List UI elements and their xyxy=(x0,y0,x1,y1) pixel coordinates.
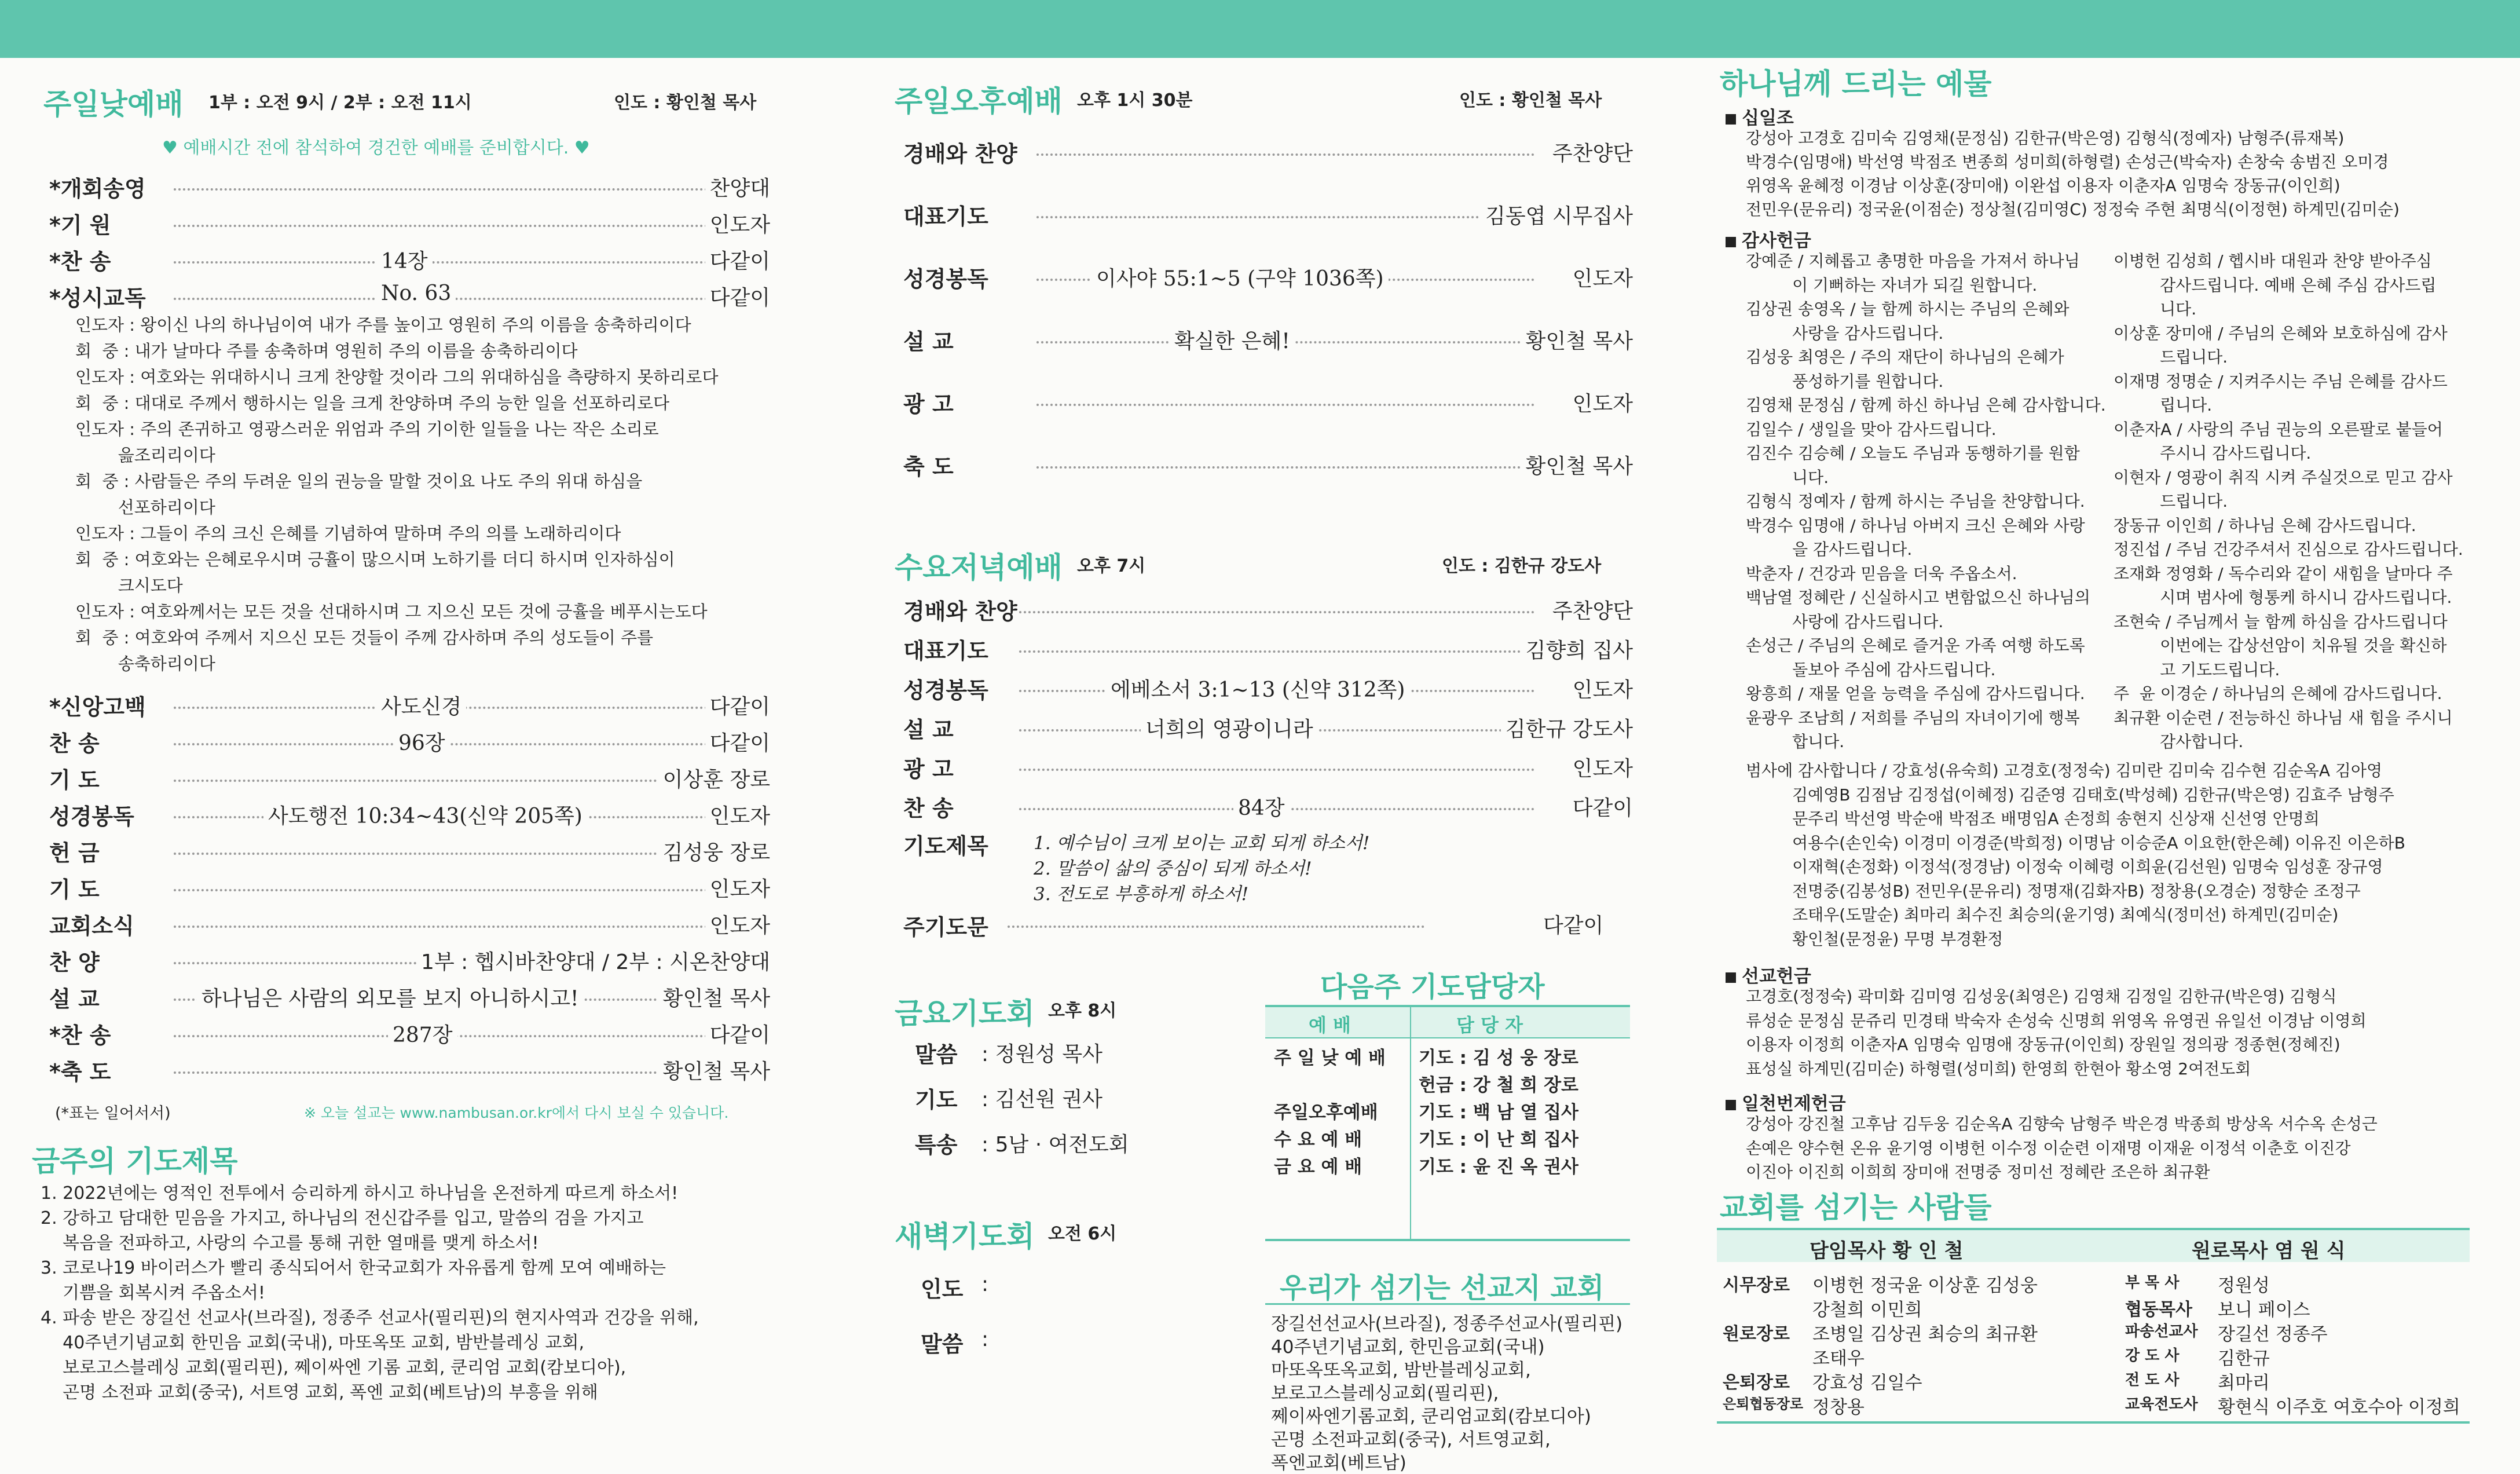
friday-role: 기도 xyxy=(915,1087,958,1113)
afternoon-leader: 인도 : 황인철 목사 xyxy=(1459,90,1602,111)
thanks-left-line: 김영채 문정심 / 함께 하신 하나님 은혜 감사합니다. xyxy=(1746,396,2106,415)
next-week-person: 기도 : 이 난 희 집사 xyxy=(1419,1129,1578,1150)
order-leader-dots xyxy=(1036,404,1534,406)
afternoon-time: 오후 1시 30분 xyxy=(1077,90,1193,111)
next-week-table xyxy=(1265,1005,1630,1241)
thanks-general-line: 전명중(김봉성B) 전민우(문유리) 정명재(김화자B) 정창용(오경순) 정향순 조정구 xyxy=(1746,881,2361,901)
order-who: 김성웅 장로 xyxy=(658,836,770,866)
top-banner xyxy=(0,0,2520,58)
friday-person: : 김선원 권사 xyxy=(981,1088,1102,1111)
missions-title: 우리가 섬기는 선교지 교회 xyxy=(1280,1272,1605,1304)
next-week-service: 수 요 예 배 xyxy=(1274,1129,1362,1150)
order-who: 인도자 xyxy=(705,873,770,902)
staff-names: 김한규 xyxy=(2218,1348,2270,1369)
week-prayer-line: 2. 강하고 담대한 믿음을 가지고, 하나님의 전신갑주를 입고, 말씀의 검을 가지고 xyxy=(41,1208,644,1228)
order-content: 이사야 55:1~5 (구약 1036쪽) xyxy=(1091,262,1389,292)
thanks-right-line: 조현숙 / 주님께서 늘 함께 하심을 감사드립니다 xyxy=(2114,612,2448,631)
responsive-line: 선포하리이다 xyxy=(75,498,215,517)
order-content: 사도행전 10:34~43(신약 205쪽) xyxy=(263,800,587,829)
mission-offer-line: 류성순 문정심 문쥬리 민경태 박숙자 손성숙 신명희 위영옥 유영권 유일선 이경남 이영희 xyxy=(1746,1011,2367,1030)
thanks-left-line: 을 감사드립니다. xyxy=(1746,540,1913,559)
dawn-role: 인도 xyxy=(921,1277,964,1302)
order-label: 설 교 xyxy=(49,986,100,1012)
order-leader-dots xyxy=(174,889,759,891)
tithe-head: 십일조 xyxy=(1726,103,1794,129)
order-leader-dots xyxy=(174,298,759,300)
next-week-service: 주 일 낮 예 배 xyxy=(1274,1048,1386,1069)
order-who: 다같이 xyxy=(705,245,770,275)
thanks-left-line: 김상권 송영옥 / 늘 함께 하시는 주님의 은혜와 xyxy=(1746,299,2070,319)
order-who: 인도자 xyxy=(1568,752,1633,782)
order-content: 너희의 영광이니라 xyxy=(1141,713,1318,743)
thanks-left-line: 백남열 정혜란 / 신실하시고 변함없으신 하나님의 xyxy=(1746,588,2090,607)
thanks-right-line: 고 기도드립니다. xyxy=(2114,660,2280,679)
order-leader-dots xyxy=(1019,650,1534,653)
mission-church: 쩨이싸엔기롬교회, 쿤리엄교회(캄보디아) xyxy=(1271,1406,1591,1427)
order-content: 사도신경 xyxy=(376,690,466,720)
order-content: 하나님은 사람의 외모를 보지 아니하시고! xyxy=(197,982,583,1012)
thanks-general-line: 조태우(도말순) 최마리 최수진 최승의(윤기영) 최예식(정미선) 하계민(김미순) xyxy=(1746,905,2339,924)
thanks-left-line: 왕흥희 / 재물 얻을 능력을 주심에 감사드립니다. xyxy=(1746,684,2085,703)
thanks-right-line: 드립니다. xyxy=(2114,492,2228,511)
wednesday-title: 수요저녁예배 xyxy=(895,551,1063,584)
thanks-left-line: 사랑에 감사드립니다. xyxy=(1746,612,1944,631)
order-label: 찬 송 xyxy=(903,796,954,821)
staff-role: 협동목사 xyxy=(2125,1300,2192,1320)
thanks-right-line: 립니다. xyxy=(2114,396,2213,415)
thanks-left-line: 김형식 정예자 / 함께 하시는 주님을 찬양합니다. xyxy=(1746,492,2085,511)
thanks-right-line: 주 윤 이경순 / 하나님의 은혜에 감사드립니다. xyxy=(2114,684,2442,703)
staff-names: 조태우 xyxy=(1812,1348,1865,1369)
dawn-person: : xyxy=(981,1327,989,1351)
wednesday-prayer-item: 3. 전도로 부흥하게 하소서! xyxy=(1034,884,1249,905)
friday-person: : 5남 · 여전도회 xyxy=(981,1133,1129,1157)
thanks-right-line: 드립니다. xyxy=(2114,348,2228,367)
mission-offer-line: 이용자 이정희 이춘자A 임명숙 임명애 장동규(이인희) 장원일 정의광 정종현(정혜진) xyxy=(1746,1035,2340,1054)
thanks-right-line: 이춘자A / 사랑의 주님 권능의 오른팔로 붙들어 xyxy=(2114,419,2443,439)
order-content: 확실한 은혜! xyxy=(1170,325,1295,354)
week-prayer-line: 40주년기념교회 한민음 교회(국내), 마또옥또 교회, 밤반블레싱 교회, xyxy=(41,1333,585,1353)
responsive-line: 회 중 : 대대로 주께서 행하시는 일을 크게 찬양하며 주의 능한 일을 선포하리로다 xyxy=(75,393,670,413)
thanks-general-line: 황인철(문정윤) 무명 부경환정 xyxy=(1746,929,2003,949)
staff-role: 강 도 사 xyxy=(2125,1347,2180,1365)
sunday-times: 1부 : 오전 9시 / 2부 : 오전 11시 xyxy=(208,93,472,113)
order-who: 황인철 목사 xyxy=(1521,450,1633,480)
dawn-person: : xyxy=(981,1272,989,1296)
week-prayer-title: 금주의 기도제목 xyxy=(32,1144,238,1178)
order-label: 광 고 xyxy=(903,392,954,417)
order-label: 찬 송 xyxy=(49,731,100,756)
order-who: 황인철 목사 xyxy=(658,1055,770,1085)
thanks-left-line: 풍성하기를 원합니다. xyxy=(1746,371,1944,391)
next-week-person: 헌금 : 강 철 희 장로 xyxy=(1419,1075,1578,1096)
footnote-website: ※ 오늘 설교는 www.nambusan.or.kr에서 다시 보실 수 있습니다. xyxy=(304,1104,729,1121)
thanks-right-line: 주시니 감사드립니다. xyxy=(2114,444,2312,463)
responsive-line: 회 중 : 사람들은 주의 두려운 일의 권능을 말할 것이요 나도 주의 위대 하심을 xyxy=(75,471,643,491)
sunday-notice: ♥ 예배시간 전에 참석하여 경건한 예배를 준비합시다. ♥ xyxy=(162,138,590,158)
responsive-line: 인도자 : 여호와께서는 모든 것을 선대하시며 그 지으신 모든 것에 긍휼을 베푸시는도다 xyxy=(75,602,708,621)
order-who: 김한규 강도사 xyxy=(1501,713,1633,743)
column-right xyxy=(1708,58,2519,1436)
order-label: 기 도 xyxy=(49,767,100,793)
week-prayer-line: 복음을 전파하고, 사랑의 수고를 통해 귀한 열매를 맺게 하소서! xyxy=(41,1233,539,1253)
thanks-right-line: 니다. xyxy=(2114,299,2197,319)
responsive-line: 인도자 : 주의 존귀하고 영광스러운 위엄과 주의 기이한 일들을 나는 작은 소리로 xyxy=(75,419,659,439)
order-leader-dots xyxy=(1036,153,1534,156)
week-offer-line: 이진아 이진희 이희희 장미애 전명중 정미선 정혜란 조은하 최규환 xyxy=(1746,1162,2210,1182)
column-middle xyxy=(828,58,1668,1473)
sunday-leader: 인도 : 황인철 목사 xyxy=(614,93,757,113)
wednesday-leader: 인도 : 김한규 강도사 xyxy=(1442,556,1602,576)
order-leader-dots xyxy=(1036,466,1534,469)
next-week-head-service: 예 배 xyxy=(1309,1014,1351,1036)
responsive-line: 회 중 : 여호와는 은혜로우시며 긍휼이 많으시며 노하기를 더디 하시며 인자하심이 xyxy=(75,550,675,569)
staff-role: 전 도 사 xyxy=(2125,1371,2180,1389)
friday-role: 말씀 xyxy=(915,1042,958,1067)
next-week-person: 기도 : 윤 진 옥 권사 xyxy=(1419,1157,1578,1177)
order-who: 인도자 xyxy=(1568,262,1633,292)
thanks-right-line: 감사드립니다. 예배 은혜 주심 감사드립 xyxy=(2114,275,2437,295)
order-who: 인도자 xyxy=(705,909,770,939)
thanks-right-line: 최규환 이순련 / 전능하신 하나님 새 힘을 주시니 xyxy=(2114,708,2453,727)
order-label: 경배와 찬양 xyxy=(903,141,1017,167)
staff-names: 정원성 xyxy=(2218,1275,2270,1296)
order-label: 성경봉독 xyxy=(903,678,988,703)
staff-names: 장길선 정종주 xyxy=(2218,1324,2328,1345)
week-prayer-line: 4. 파송 받은 장길선 선교사(브라질), 정종주 선교사(필리핀)의 현지사역과 건강을 위해, xyxy=(41,1308,699,1328)
mission-church: 곤명 소전파교회(중국), 서트영교회, xyxy=(1271,1429,1551,1450)
mission-church: 마또옥또옥교회, 밤반블레싱교회, xyxy=(1271,1360,1531,1381)
friday-title: 금요기도회 xyxy=(895,997,1035,1030)
order-who: 다같이 xyxy=(705,1019,770,1048)
order-who: 인도자 xyxy=(1568,674,1633,703)
order-leader-dots xyxy=(174,188,759,191)
thanks-left-line: 김진수 김승혜 / 오늘도 주님과 동행하기를 원함 xyxy=(1746,444,2080,463)
order-label: 설 교 xyxy=(903,717,954,743)
order-who: 다같이 xyxy=(1568,792,1633,821)
order-label: *축 도 xyxy=(49,1059,111,1085)
responsive-line: 회 중 : 내가 날마다 주를 송축하며 영원히 주의 이름을 송축하리이다 xyxy=(75,341,578,361)
wednesday-prayer-item: 1. 예수님이 크게 보이는 교회 되게 하소서! xyxy=(1034,833,1370,854)
order-who: 다같이 xyxy=(705,727,770,756)
thanks-right-line: 이병헌 김성희 / 헵시바 대원과 찬양 받아주심 xyxy=(2114,251,2432,270)
order-label: 광 고 xyxy=(903,756,954,782)
staff-names: 이병헌 정국윤 이상훈 김성웅 xyxy=(1812,1275,2038,1296)
staff-role: 은퇴장로 xyxy=(1723,1373,1790,1393)
staff-names: 정창용 xyxy=(1812,1397,1865,1418)
staff-names: 황현식 이주호 여호수아 이정희 xyxy=(2218,1397,2460,1418)
responsive-line: 회 중 : 여호와여 주께서 지으신 모든 것들이 주께 감사하며 주의 성도들이 주를 xyxy=(75,628,654,648)
order-content: No. 63 xyxy=(376,281,456,305)
order-leader-dots xyxy=(1019,769,1534,771)
thanks-general-line: 여용수(손인숙) 이경미 이경준(박희정) 이명남 이승준A 이요한(한은혜) 이유진 이은하B xyxy=(1746,833,2405,853)
order-label: 성경봉독 xyxy=(903,266,988,292)
order-who: 인도자 xyxy=(1568,387,1633,417)
order-who: 주찬양단 xyxy=(1548,137,1633,167)
order-leader-dots xyxy=(174,261,759,264)
senior-pastor: 담임목사 황 인 철 xyxy=(1810,1239,1964,1263)
friday-time: 오후 8시 xyxy=(1048,1001,1117,1021)
order-label: 교회소식 xyxy=(49,913,134,939)
tithe-line: 위영옥 윤혜정 이경남 이상훈(장미애) 이완섭 이용자 이춘자A 임명숙 장동규(이인희) xyxy=(1746,176,2340,195)
lords-prayer-label: 주기도문 xyxy=(903,915,988,940)
order-label: *성시교독 xyxy=(49,286,146,311)
staff-role: 원로장로 xyxy=(1723,1324,1790,1344)
staff-names: 강효성 김일수 xyxy=(1812,1373,1922,1393)
order-label: 대표기도 xyxy=(903,638,988,664)
emeritus-pastor: 원로목사 염 원 식 xyxy=(2192,1239,2346,1263)
order-label: *찬 송 xyxy=(49,1023,111,1048)
order-content: 287장 xyxy=(388,1019,457,1048)
order-leader-dots xyxy=(174,926,759,928)
offerings-title: 하나님께 드리는 예물 xyxy=(1720,67,1992,101)
staff-role: 시무장로 xyxy=(1723,1275,1790,1296)
week-prayer-line: 1. 2022년에는 영적인 전투에서 승리하게 하시고 하나님을 온전하게 따르게 하소서! xyxy=(41,1183,679,1204)
thanks-left-line: 강예준 / 지혜롭고 총명한 마음을 가져서 하나님 xyxy=(1746,251,2080,270)
tithe-line: 강성아 고경호 김미숙 김영채(문정심) 김한규(박은영) 김형식(정예자) 남형주(류재복) xyxy=(1746,129,2345,148)
responsive-line: 송축하리이다 xyxy=(75,654,215,674)
order-content: 14장 xyxy=(376,245,433,275)
responsive-line: 인도자 : 왕이신 나의 하나님이여 내가 주를 높이고 영원히 주의 이름을 송축하리이다 xyxy=(75,315,691,335)
thanks-right-line: 이재명 정명순 / 지켜주시는 주님 은혜를 감사드 xyxy=(2114,371,2448,391)
staff-names: 조병일 김상권 최승의 최규환 xyxy=(1812,1324,2038,1345)
next-week-head-person: 담 당 자 xyxy=(1456,1014,1523,1036)
dawn-role: 말씀 xyxy=(921,1332,964,1357)
thanks-right-line: 정진섭 / 주님 건강주셔서 진심으로 감사드립니다. xyxy=(2114,540,2463,559)
order-label: 대표기도 xyxy=(903,204,988,229)
order-who: 김동엽 시무집사 xyxy=(1481,200,1633,229)
order-label: *개회송영 xyxy=(49,176,146,202)
friday-role: 특송 xyxy=(915,1132,958,1158)
order-label: 경배와 찬양 xyxy=(903,599,1017,624)
responsive-line: 인도자 : 여호와는 위대하시니 크게 찬양할 것이라 그의 위대하심을 측량하지 못하리로다 xyxy=(75,367,719,387)
next-week-service: 금 요 예 배 xyxy=(1274,1157,1362,1177)
thanks-left-line: 니다. xyxy=(1746,467,1829,487)
thanks-general-line: 범사에 감사합니다 / 강효성(유숙희) 고경호(정정숙) 김미란 김미숙 김수현 김순옥A 김아영 xyxy=(1746,761,2383,780)
mission-offer-line: 표성실 하계민(김미순) 하형렬(성미희) 한영희 한현아 황소영 2여전도회 xyxy=(1746,1059,2251,1078)
order-who: 다같이 xyxy=(705,690,770,720)
staff-names: 최마리 xyxy=(2218,1373,2270,1393)
order-label: *찬 송 xyxy=(49,249,111,275)
responsive-line: 인도자 : 그들이 주의 크신 은혜를 기념하여 말하며 주의 의를 노래하리이다 xyxy=(75,524,621,543)
week-prayer-line: 기쁨을 회복시켜 주옵소서! xyxy=(41,1283,266,1303)
order-who: 1부 : 헵시바찬양대 / 2부 : 시온찬양대 xyxy=(416,946,770,975)
next-week-service: 주일오후예배 xyxy=(1274,1102,1378,1123)
mission-church: 보로고스블레싱교회(필리핀), xyxy=(1271,1383,1499,1404)
mission-church: 폭엔교회(베트남) xyxy=(1271,1453,1406,1473)
responsive-line: 크시도다 xyxy=(75,576,183,595)
order-who: 이상훈 장로 xyxy=(658,763,770,793)
wednesday-prayer-item: 2. 말씀이 삶의 중심이 되게 하소서! xyxy=(1034,858,1312,879)
order-label: 설 교 xyxy=(903,329,954,354)
thanks-general-line: 이재혁(손정화) 이정석(정경남) 이정숙 이혜령 이희윤(김선원) 임명숙 임성훈 장규영 xyxy=(1746,857,2383,876)
thanks-left-line: 김성웅 최영은 / 주의 재단이 하나님의 은혜가 xyxy=(1746,348,2064,367)
staff-role: 은퇴협동장로 xyxy=(1723,1396,1804,1412)
tithe-line: 전민우(문유리) 정국윤(이점순) 정상철(김미영C) 정정숙 주현 최명식(이정현) 하계민(김미순) xyxy=(1746,200,2400,219)
order-content: 84장 xyxy=(1233,792,1290,821)
dawn-title: 새벽기도회 xyxy=(895,1220,1035,1253)
staff-role: 부 목 사 xyxy=(2125,1274,2180,1292)
order-who: 황인철 목사 xyxy=(658,982,770,1012)
thanks-right-line: 장동규 이인희 / 하나님 은혜 감사드립니다. xyxy=(2114,515,2416,535)
next-week-person: 기도 : 김 성 웅 장로 xyxy=(1419,1048,1578,1069)
wednesday-prayer-label: 기도제목 xyxy=(903,833,988,859)
thanks-head: 감사헌금 xyxy=(1726,226,1811,252)
thanks-right-line: 조재화 정영화 / 독수리와 같이 새힘을 날마다 주 xyxy=(2114,564,2453,583)
thanks-left-line: 사랑을 감사드립니다. xyxy=(1746,323,1944,343)
order-content: 96장 xyxy=(394,727,450,756)
column-left xyxy=(0,58,805,1436)
thanks-general-line: 문주리 박선영 박순애 박점조 배명임A 손정희 송현지 신상재 신선영 안명희 xyxy=(1746,809,2320,828)
mission-offer-line: 고경호(정정숙) 곽미화 김미영 김성웅(최영은) 김영채 김정일 김한규(박은영) 김형식 xyxy=(1746,987,2337,1006)
staff-names: 강철희 이민희 xyxy=(1812,1300,1922,1321)
dawn-time: 오전 6시 xyxy=(1048,1224,1117,1244)
order-who: 인도자 xyxy=(705,209,770,238)
order-leader-dots xyxy=(174,743,759,745)
thanks-right-line: 이상훈 장미애 / 주님의 은혜와 보호하심에 감사 xyxy=(2114,323,2448,343)
staff-table xyxy=(1717,1228,2470,1424)
order-who: 다같이 xyxy=(705,281,770,311)
order-who: 찬양대 xyxy=(705,172,770,202)
responsive-line: 읊조리리이다 xyxy=(75,445,215,465)
order-who: 황인철 목사 xyxy=(1521,325,1633,354)
order-label: *기 원 xyxy=(49,213,111,238)
thanks-left-line: 돌보아 주심에 감사드립니다. xyxy=(1746,660,1996,679)
staff-names: 보니 페이스 xyxy=(2218,1300,2310,1321)
order-label: 축 도 xyxy=(903,454,954,480)
order-who: 김향희 집사 xyxy=(1521,634,1633,664)
order-who: 주찬양단 xyxy=(1548,595,1633,624)
order-leader-dots xyxy=(1019,611,1534,613)
next-week-person: 기도 : 백 남 열 집사 xyxy=(1419,1102,1578,1123)
order-leader-dots xyxy=(174,1035,759,1037)
mission-church: 장길선선교사(브라질), 정종주선교사(필리핀) xyxy=(1271,1314,1623,1334)
order-leader-dots xyxy=(1036,216,1534,218)
thanks-left-line: 손성근 / 주님의 은혜로 즐거운 가족 여행 하도록 xyxy=(1746,636,2085,655)
order-label: 헌 금 xyxy=(49,840,100,866)
order-who: 인도자 xyxy=(705,800,770,829)
week-prayer-line: 보로고스블레싱 교회(필리핀), 쩨이싸엔 기롬 교회, 쿤리엄 교회(캄보디아), xyxy=(41,1358,627,1378)
thanks-right-line: 시며 범사에 형통케 하시니 감사드립니다. xyxy=(2114,588,2452,607)
order-label: 기 도 xyxy=(49,877,100,902)
next-week-title: 다음주 기도담당자 xyxy=(1320,971,1545,1003)
mission-head: 선교헌금 xyxy=(1726,961,1811,987)
thanks-left-line: 윤광우 조남희 / 저희를 주님의 자녀이기에 행복 xyxy=(1746,708,2080,727)
afternoon-title: 주일오후예배 xyxy=(895,85,1063,118)
staff-title: 교회를 섬기는 사람들 xyxy=(1720,1191,1992,1224)
thanks-left-line: 박춘자 / 건강과 믿음을 더욱 주옵소서. xyxy=(1746,564,2017,583)
thanks-left-line: 김일수 / 생일을 맞아 감사드립니다. xyxy=(1746,419,1997,439)
wednesday-time: 오후 7시 xyxy=(1077,556,1146,576)
order-label: 찬 양 xyxy=(49,950,100,975)
order-leader-dots xyxy=(174,225,759,227)
lords-prayer-who: 다같이 xyxy=(1543,914,1604,938)
order-label: *신앙고백 xyxy=(49,694,146,720)
staff-role: 파송선교사 xyxy=(2125,1323,2198,1340)
sunday-title: 주일낮예배 xyxy=(43,87,184,121)
footnote-standing: (*표는 일어서서) xyxy=(55,1104,171,1122)
tithe-line: 박경수(임명애) 박선영 박점조 변종희 성미희(하형렬) 손성근(박숙자) 손창숙 송범진 오미경 xyxy=(1746,152,2389,171)
thanks-left-line: 박경수 임명애 / 하나님 아버지 크신 은혜와 사랑 xyxy=(1746,515,2085,535)
staff-role: 교육전도사 xyxy=(2125,1396,2198,1413)
mission-church: 40주년기념교회, 한민음교회(국내) xyxy=(1271,1337,1545,1358)
friday-person: : 정원성 목사 xyxy=(981,1043,1102,1066)
week-offer-line: 강성아 강진철 고후남 김두웅 김순옥A 김향숙 남형주 박은경 박종희 방상옥 서수옥 손성근 xyxy=(1746,1114,2378,1133)
week-offer-head: 일천번제헌금 xyxy=(1726,1089,1846,1115)
week-prayer-line: 곤명 소전파 교회(중국), 서트영 교회, 폭엔 교회(베트남)의 부흥을 위해 xyxy=(41,1382,598,1403)
thanks-left-line: 이 기뻐하는 자녀가 되길 원합니다. xyxy=(1746,275,2038,295)
week-prayer-line: 3. 코로나19 바이러스가 빨리 종식되어서 한국교회가 자유롭게 함께 모여 예배하는 xyxy=(41,1258,666,1278)
thanks-right-line: 감사합니다. xyxy=(2114,732,2244,751)
thanks-general-line: 김예영B 김점남 김정섭(이혜정) 김준영 김태호(박성혜) 김한규(박은영) 김효주 남형주 xyxy=(1746,785,2394,804)
order-content: 에베소서 3:1~13 (신약 312쪽) xyxy=(1106,674,1409,703)
week-offer-line: 손예은 양수현 온유 윤기영 이병헌 이수정 이순련 이재명 이재윤 이정석 이춘호 이진강 xyxy=(1746,1138,2351,1158)
thanks-left-line: 합니다. xyxy=(1746,732,1845,751)
order-label: 성경봉독 xyxy=(49,804,134,829)
thanks-right-line: 이현자 / 영광이 취직 시켜 주실것으로 믿고 감사 xyxy=(2114,467,2453,487)
thanks-right-line: 이번에는 갑상선암이 치유될 것을 확신하 xyxy=(2114,636,2447,655)
